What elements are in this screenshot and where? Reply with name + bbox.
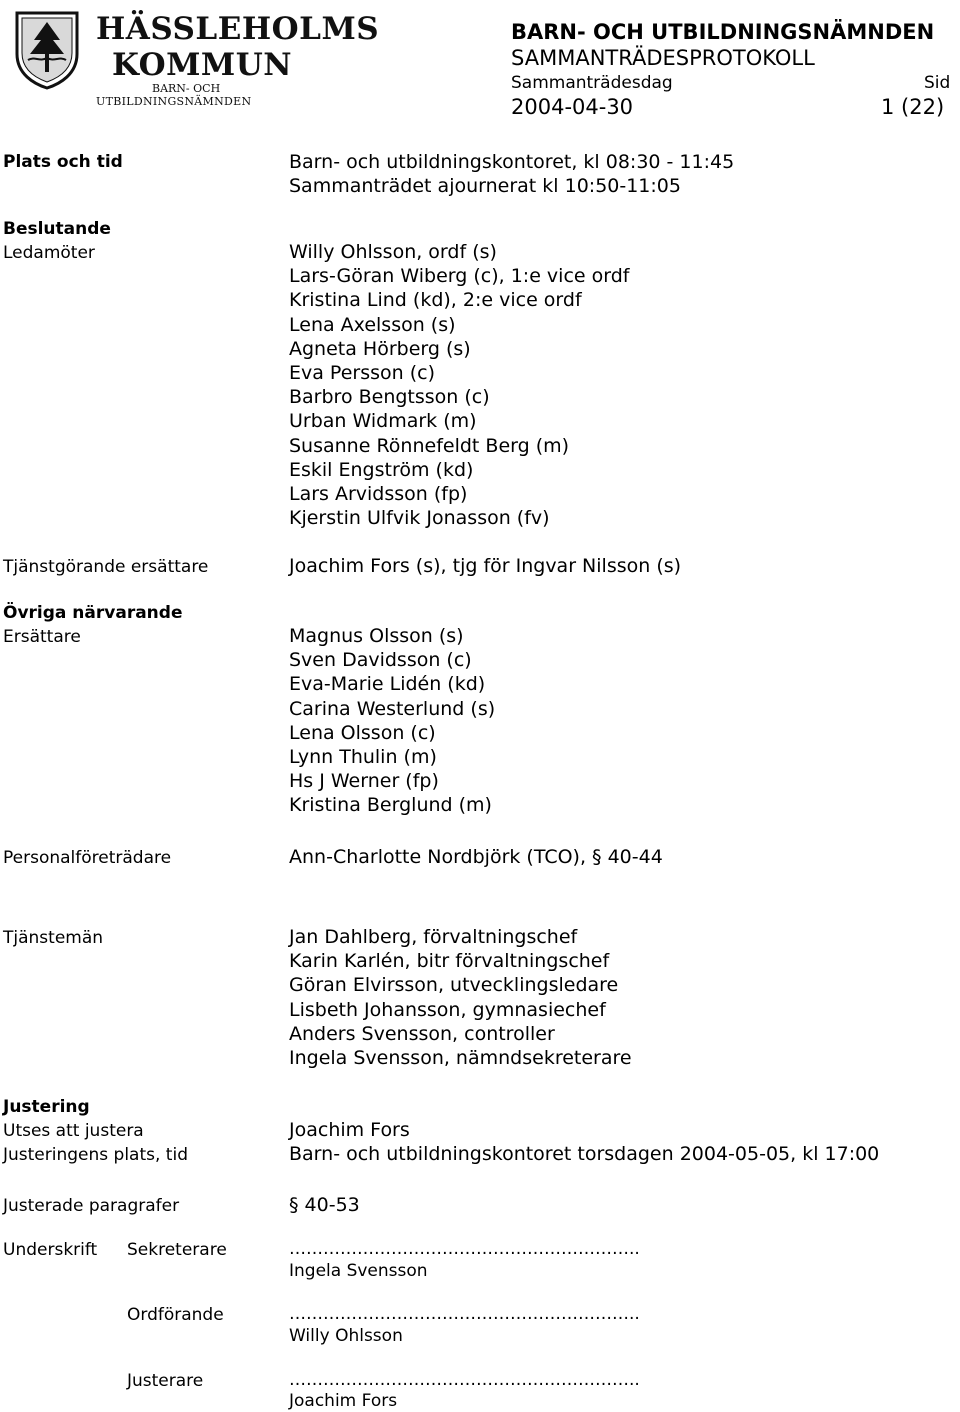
staff-representative-label: Personalföreträdare [3, 848, 172, 868]
others-present-heading: Övriga närvarande [3, 603, 183, 623]
appointed-adjuster-label: Utses att justera [3, 1121, 144, 1141]
member-item: Willy Ohlsson, ordf (s) [289, 241, 497, 263]
members-list [289, 240, 629, 530]
signature-role: Sekreterare [127, 1240, 227, 1260]
members-label: Ledamöter [3, 243, 95, 263]
place-line: Sammanträdet ajournerat kl 10:50-11:05 [289, 175, 681, 198]
officials-label: Tjänstemän [3, 928, 104, 948]
signature-label: Underskrift [3, 1240, 98, 1260]
member-item: Eskil Engström (kd) [289, 458, 474, 481]
substitute-item: Carina Westerlund (s) [289, 697, 496, 720]
substitute-item: Magnus Olsson (s) [289, 625, 464, 647]
signature-role: Justerare [127, 1371, 204, 1391]
member-item: Lars Arvidsson (fp) [289, 483, 468, 506]
logo-line-4: UTBILDNINGSNÄMNDEN [96, 95, 252, 108]
signature-name: Ingela Svensson [289, 1261, 428, 1281]
appointed-adjuster-value: Joachim Fors [289, 1119, 410, 1141]
official-item: Ingela Svensson, nämndsekreterare [289, 1047, 632, 1070]
adjustment-place-label: Justeringens plats, tid [3, 1145, 188, 1165]
deciding-heading: Beslutande [3, 219, 111, 239]
substitute-item: Lena Olsson (c) [289, 721, 436, 744]
place-time-label: Plats och tid [3, 152, 123, 172]
signature-line: …………………………………………………….. [289, 1370, 640, 1390]
officials-list [289, 925, 632, 1070]
member-item: Barbro Bengtsson (c) [289, 386, 490, 409]
member-item: Kristina Lind (kd), 2:e vice ordf [289, 289, 582, 312]
signature-name: Willy Ohlsson [289, 1326, 403, 1346]
staff-representative-value: Ann-Charlotte Nordbjörk (TCO), § 40-44 [289, 846, 663, 868]
member-item: Lars-Göran Wiberg (c), 1:e vice ordf [289, 265, 630, 288]
member-item: Kjerstin Ulfvik Jonasson (fv) [289, 507, 550, 530]
place-time-value [289, 150, 734, 198]
serving-substitute-label: Tjänstgörande ersättare [3, 557, 209, 577]
substitute-item: Lynn Thulin (m) [289, 746, 437, 769]
signature-line: …………………………………………………….. [289, 1239, 640, 1259]
logo-line-3: BARN- OCH [152, 82, 221, 95]
meeting-date-label: Sammanträdesdag [511, 73, 673, 93]
member-item: Agneta Hörberg (s) [289, 337, 471, 360]
member-item: Lena Axelsson (s) [289, 313, 456, 336]
substitutes-list [289, 624, 495, 818]
member-item: Susanne Rönnefeldt Berg (m) [289, 434, 570, 457]
adjusted-paragraphs-value: § 40-53 [289, 1194, 360, 1216]
substitute-item: Hs J Werner (fp) [289, 770, 439, 793]
official-item: Lisbeth Johansson, gymnasiechef [289, 998, 606, 1021]
member-item: Eva Persson (c) [289, 362, 435, 385]
substitutes-label: Ersättare [3, 627, 81, 647]
official-item: Jan Dahlberg, förvaltningschef [289, 926, 578, 948]
official-item: Göran Elvirsson, utvecklingsledare [289, 974, 619, 997]
official-item: Karin Karlén, bitr förvaltningschef [289, 950, 610, 973]
document-subtitle: SAMMANTRÄDESPROTOKOLL [511, 46, 815, 70]
substitute-item: Kristina Berglund (m) [289, 794, 492, 817]
logo-line-1: HÄSSLEHOLMS [96, 11, 380, 47]
substitute-item: Eva-Marie Lidén (kd) [289, 673, 486, 696]
signature-line: …………………………………………………….. [289, 1304, 640, 1324]
place-line: Barn- och utbildningskontoret, kl 08:30 - 11:45 [289, 151, 735, 173]
official-item: Anders Svensson, controller [289, 1022, 555, 1045]
coat-of-arms-icon [14, 10, 80, 90]
page-label: Sid [924, 73, 951, 93]
adjustment-place-value: Barn- och utbildningskontoret torsdagen 2004-05-05, kl 17:00 [289, 1143, 880, 1165]
signature-name: Joachim Fors [289, 1391, 398, 1411]
serving-substitute-value: Joachim Fors (s), tjg för Ingvar Nilsson (s) [289, 555, 682, 577]
kommun-logo [12, 6, 380, 110]
substitute-item: Sven Davidsson (c) [289, 649, 472, 672]
meeting-date: 2004-04-30 [511, 95, 634, 119]
adjustment-heading: Justering [3, 1097, 90, 1117]
adjusted-paragraphs-label: Justerade paragrafer [3, 1196, 180, 1216]
document-title: BARN- OCH UTBILDNINGSNÄMNDEN [511, 20, 935, 44]
logo-line-2: KOMMUN [112, 47, 293, 83]
page-number: 1 (22) [881, 95, 945, 119]
member-item: Urban Widmark (m) [289, 410, 477, 433]
signature-role: Ordförande [127, 1305, 224, 1325]
